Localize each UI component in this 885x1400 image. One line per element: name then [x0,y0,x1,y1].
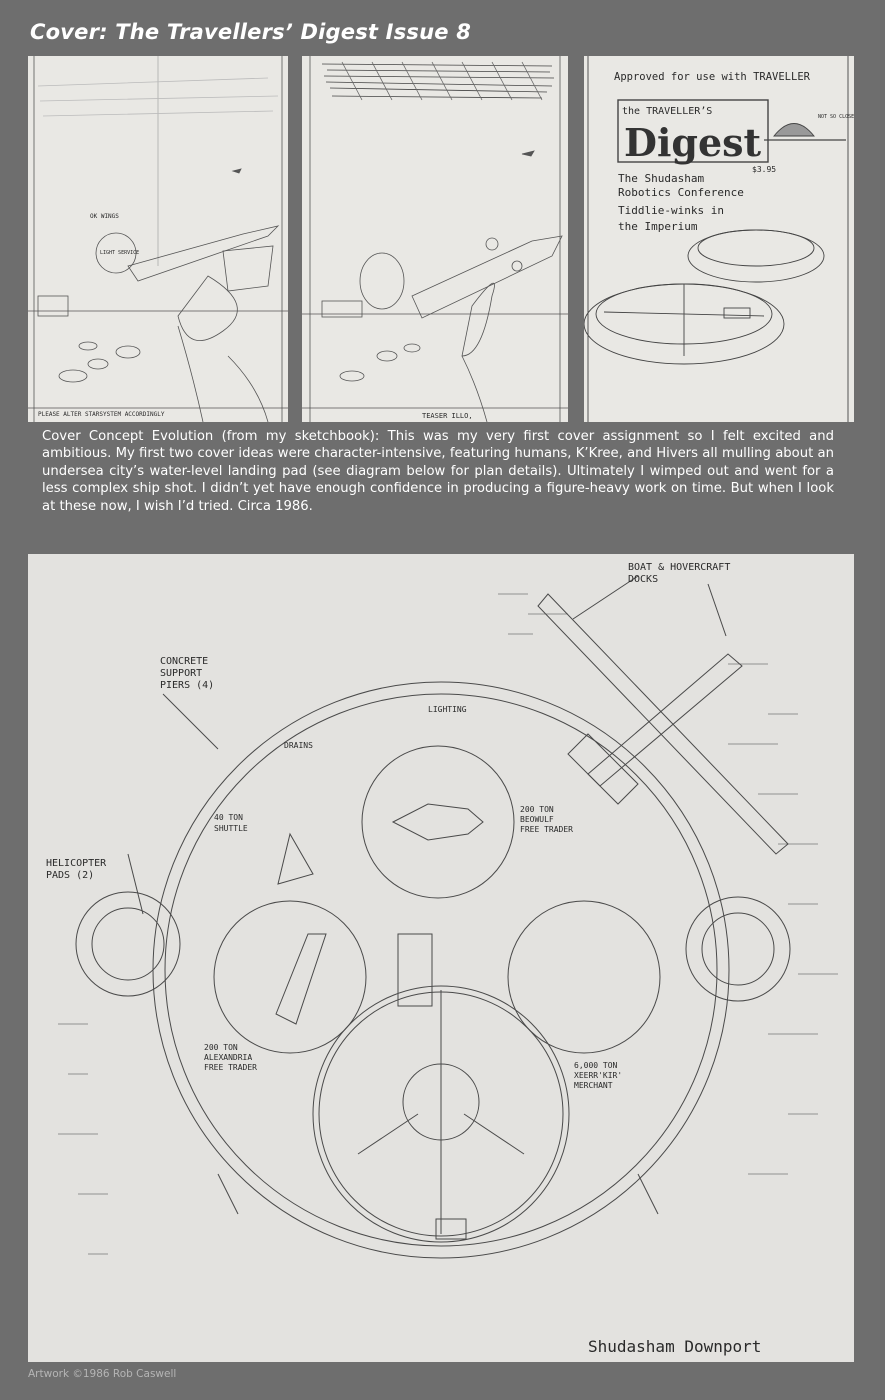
label-alex-2: ALEXANDRIA [204,1053,253,1062]
label-heli-2: PADS (2) [46,870,95,881]
downport-plan [28,554,854,1362]
sketch-3-corner-note: NOT SO CLOSE [818,114,854,120]
label-merchant-3: MERCHANT [574,1081,613,1090]
label-piers-2: SUPPORT [160,668,203,679]
label-merchant-2: XEERR'KIR' [574,1071,623,1080]
sketch-3-approved: Approved for use with TRAVELLER [614,71,810,83]
label-beowulf-2: BEOWULF [520,815,554,824]
sketch-panel-2 [302,56,568,422]
sketch-3-masthead: Digest [624,120,762,165]
label-piers-1: CONCRETE [160,656,209,667]
label-drains: DRAINS [284,741,313,750]
downport-plan-drawing [28,554,854,1362]
label-boat-docks-2: DOCKS [628,574,659,585]
sketch-3-headline-2: Robotics Conference [618,186,744,199]
sketch-1-note-bottom: PLEASE ALTER STARSYSTEM ACCORDINGLY [38,411,165,418]
sketch-1-note-light: LIGHT SERVICE [100,250,140,256]
label-boat-docks: BOAT & HOVERCRAFT [628,562,731,573]
label-piers-3: PIERS (4) [160,680,215,691]
sketch-2-drawing [302,56,568,422]
sketch-3-headline-3: Tiddlie-winks in [618,204,724,217]
label-shuttle-1: 40 TON [214,813,243,822]
label-alex-1: 200 TON [204,1043,238,1052]
sketch-3-drawing [584,56,854,422]
sketch-panel-3 [584,56,854,422]
artwork-credit: Artwork ©1986 Rob Caswell [28,1368,177,1380]
label-heli-1: HELICOPTER [46,858,107,869]
sketch-2-note: TEASER ILLO, [422,412,473,420]
label-shuttle-2: SHUTTLE [214,824,248,833]
sketch-3-masthead-small: the TRAVELLER’S [622,106,713,117]
sketch-3-headline-4: the Imperium [618,220,698,233]
label-beowulf-1: 200 TON [520,805,554,814]
label-merchant-1: 6,000 TON [574,1061,618,1070]
sketch-3-headline-1: The Shudasham [618,172,705,185]
label-beowulf-3: FREE TRADER [520,825,573,834]
sketch-1-drawing [28,56,288,422]
sketch-3-price: $3.95 [752,165,777,174]
sketch-1-note-wings: OK WINGS [90,213,119,220]
label-alex-3: FREE TRADER [204,1063,257,1072]
caption-text: Cover Concept Evolution (from my sketchbook): This was my very first cover assignment so I felt excited and ambitious. My first two cover ideas were character-intensive, featuring humans, K’Kree, and Hivers all mulling about an undersea city’s water-level landing pad (see diagram below for plan details). Ultimately I wimped out and went for a less complex ship shot. I didn’t yet have enough confidence in producing a figure-heavy work on time. But when I look at these now, I wish I’d tried. Circa 1986. [42,429,834,514]
plan-signature: Shudasham Downport [588,1337,762,1356]
page-title: Cover: The Travellers’ Digest Issue 8 [30,20,472,44]
sketch-panel-1 [28,56,288,422]
label-lighting: LIGHTING [428,705,467,714]
